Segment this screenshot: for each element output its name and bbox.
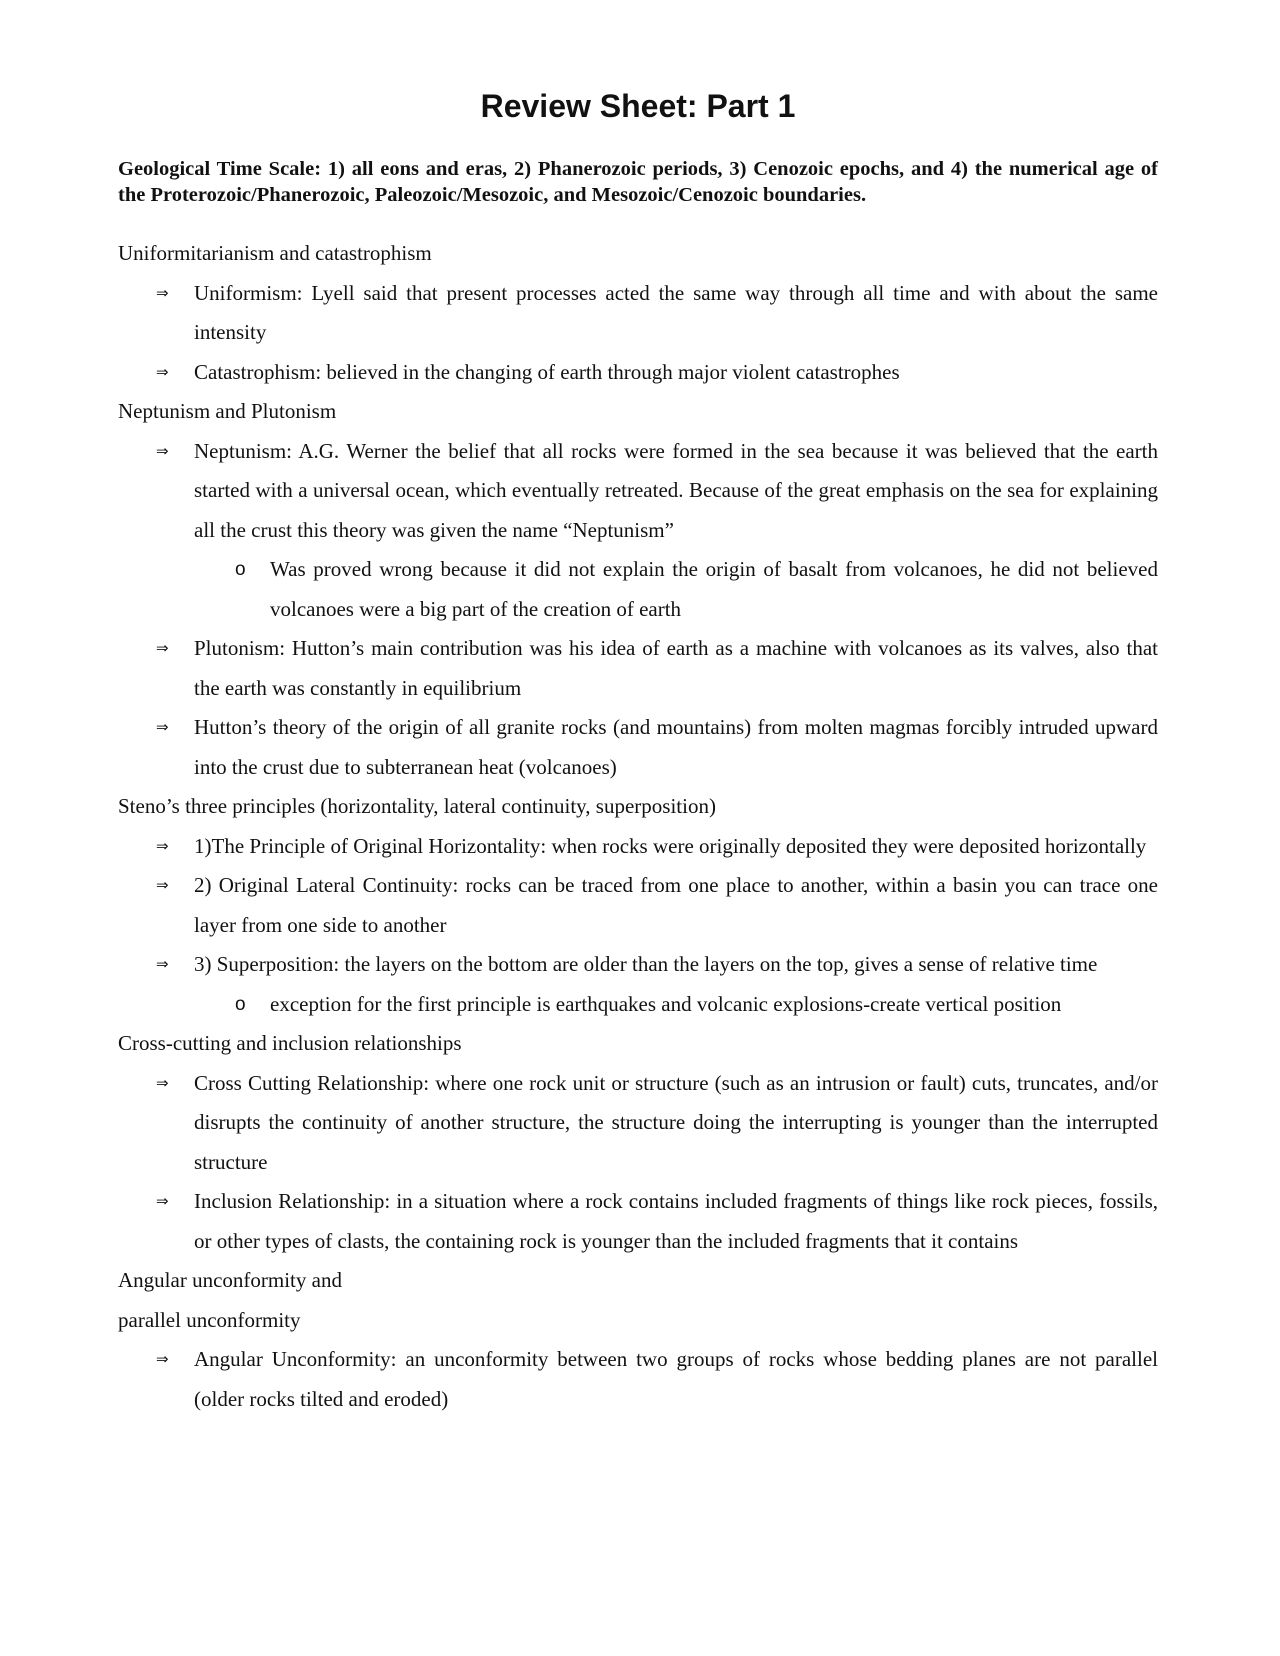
arrow-bullet-icon: ⇒ — [156, 441, 169, 460]
list-item — [118, 1064, 1158, 1183]
list-item-text: Cross Cutting Relationship: where one rock unit or structure (such as an intrusion or fault) cuts, truncates, and/or disrupts the continuity of another structure, the structure doing the interrupting is younger than the interrupted structure — [194, 1070, 1158, 1174]
arrow-bullet-icon: ⇒ — [156, 718, 169, 736]
arrow-bullet-icon: ⇒ — [156, 876, 169, 894]
sub-list-item — [118, 985, 1158, 1025]
page-title: Review Sheet: Part 1 — [480, 88, 796, 124]
list-item — [118, 827, 1158, 867]
arrow-bullet-icon: ⇒ — [156, 639, 169, 657]
list-item-text: Uniformism: Lyell said that present processes acted the same way through all time and with about the same intensity — [194, 280, 1158, 344]
list-item — [118, 629, 1158, 708]
document-page — [118, 86, 1158, 1419]
section-heading: Steno’s three principles (horizontality, lateral continuity, superposition) — [118, 794, 716, 818]
list-item — [118, 708, 1158, 787]
list-item — [118, 274, 1158, 353]
arrow-bullet-icon: ⇒ — [156, 362, 169, 381]
section-heading-continued: parallel unconformity — [118, 1307, 301, 1332]
list-item — [118, 866, 1158, 945]
arrow-bullet-icon: ⇒ — [156, 1073, 169, 1092]
arrow-bullet-icon: ⇒ — [156, 836, 169, 855]
arrow-bullet-icon: ⇒ — [156, 1192, 169, 1210]
section-heading: Angular unconformity and — [118, 1268, 342, 1292]
arrow-bullet-icon: ⇒ — [156, 1350, 169, 1368]
list-item — [118, 1182, 1158, 1261]
list-item — [118, 945, 1158, 985]
arrow-bullet-icon: ⇒ — [156, 955, 169, 973]
list-item — [118, 432, 1158, 551]
list-item-text: 3) Superposition: the layers on the bottom are older than the layers on the top, gives a sense of relative time — [194, 952, 1098, 976]
sub-list-item-text: Was proved wrong because it did not explain the origin of basalt from volcanoes, he did not believed volcanoes were a big part of the creation of earth — [270, 557, 1158, 621]
list-item-text: Neptunism: A.G. Werner the belief that all rocks were formed in the sea because it was believed that the earth started with a universal ocean, which eventually retreated. Because of the great emphasis on the sea for explaining all the crust this theory was given the name “Neptunism” — [194, 438, 1158, 542]
list-item-text: Inclusion Relationship: in a situation where a rock contains included fragments of things like rock pieces, fossils, or other types of clasts, the containing rock is younger than the included fragments that it contains — [194, 1189, 1158, 1253]
list-item-text: Hutton’s theory of the origin of all granite rocks (and mountains) from molten magmas forcibly intruded upward into the crust due to subterranean heat (volcanoes) — [194, 715, 1158, 779]
section-heading: Neptunism and Plutonism — [118, 399, 337, 423]
intro-paragraph: Geological Time Scale: 1) all eons and eras, 2) Phanerozoic periods, 3) Cenozoic epochs, and 4) the numerical age of the Proterozoic/Phanerozoic, Paleozoic/Mesozoic, and Mesozoic/Cenozoic boundaries. — [118, 158, 1158, 206]
circle-bullet-icon: o — [235, 559, 246, 580]
sub-list-item-text: exception for the first principle is earthquakes and volcanic explosions-create vertical position — [270, 991, 1062, 1016]
list-item — [118, 1340, 1158, 1419]
list-item-text: 2) Original Lateral Continuity: rocks can be traced from one place to another, within a basin you can trace one layer from one side to another — [194, 873, 1158, 937]
section-heading: Cross-cutting and inclusion relationships — [118, 1031, 462, 1055]
arrow-bullet-icon: ⇒ — [156, 283, 169, 302]
list-item — [118, 353, 1158, 393]
section-heading: Uniformitarianism and catastrophism — [118, 241, 432, 265]
circle-bullet-icon: o — [235, 993, 246, 1015]
list-item-text: Catastrophism: believed in the changing of earth through major violent catastrophes — [194, 359, 900, 384]
list-item-text: Plutonism: Hutton’s main contribution was his idea of earth as a machine with volcanoes as its valves, also that the earth was constantly in equilibrium — [194, 636, 1158, 700]
sub-list-item — [118, 550, 1158, 629]
list-item-text: Angular Unconformity: an unconformity between two groups of rocks whose bedding planes are not parallel (older rocks tilted and eroded) — [194, 1347, 1158, 1411]
list-item-text: 1)The Principle of Original Horizontality: when rocks were originally deposited they were deposited horizontally — [194, 833, 1147, 858]
